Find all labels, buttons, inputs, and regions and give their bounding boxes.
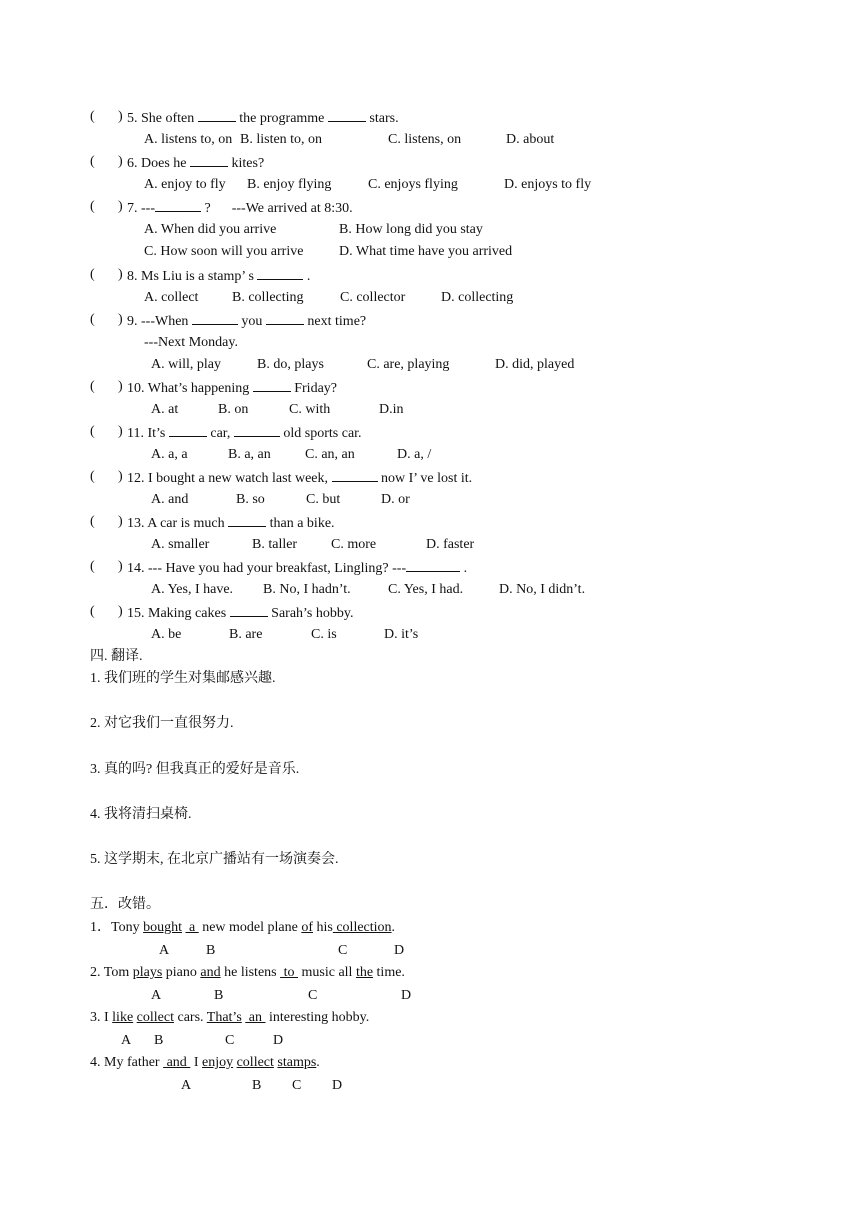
answer-option: D. No, I didn’t. [499,582,586,597]
letter-a: A [181,1078,192,1093]
answer-option: C. more [331,537,377,552]
stem-text: stars. [365,111,399,126]
answer-option: C. is [311,627,337,642]
stem-text: --- Have you had your breakfast, Lingling? --- [148,561,407,576]
answer-option: C. Yes, I had. [388,582,464,597]
letter-b: B [206,943,216,958]
letter-b: B [252,1078,262,1093]
answer-option: A. listens to, on [144,132,233,147]
error-sentence-3: 3. I like collect cars. That’s an interesting hobby. [90,1010,370,1025]
stem-text: next time? [303,314,367,329]
answer-paren-close: ) [118,424,123,439]
fill-blank [155,198,201,212]
answer-paren-open: ( [90,559,95,574]
question-number: 5. [127,111,141,126]
letter-a: A [121,1033,132,1048]
answer-paren-open: ( [90,267,95,282]
question-stem [127,468,472,487]
stem-text: . [460,561,468,576]
question-number: 6. [127,156,141,171]
fill-blank [332,468,378,482]
stem-text: It’s [147,426,169,441]
answer-option: D. What time have you arrived [339,244,513,259]
answer-option: A. When did you arrive [144,222,277,237]
fill-blank [406,558,460,572]
answer-option: C. listens, on [388,132,462,147]
answer-option: B. taller [252,537,298,552]
answer-option: B. do, plays [257,357,324,372]
answer-option: C. but [306,492,341,507]
answer-paren-close: ) [118,379,123,394]
answer-option: C. enjoys flying [368,177,458,192]
answer-option: B. on [218,402,249,417]
answer-option: A. smaller [151,537,210,552]
fill-blank [190,153,228,167]
stem-text: old sports car. [279,426,362,441]
answer-paren-open: ( [90,514,95,529]
answer-paren-open: ( [90,469,95,484]
fill-blank [230,603,268,617]
question-stem [127,108,399,127]
answer-paren-open: ( [90,199,95,214]
answer-option: C. collector [340,290,406,305]
letter-a: A [159,943,170,958]
error-sentence-2: 2. Tom plays piano and he listens to music all the time. [90,965,405,980]
question-number: 15. [127,606,148,621]
stem-text: Sarah’s hobby. [267,606,354,621]
fill-blank [253,378,291,392]
stem-text: ---When [141,314,192,329]
stem-text: Ms Liu is a stamp’ s [141,269,258,284]
stem-text: kites? [228,156,265,171]
stem-text: car, [206,426,234,441]
stem-text: What’s happening [147,381,253,396]
letter-a: A [151,988,162,1003]
answer-option: D. about [506,132,555,147]
letter-c: C [225,1033,235,1048]
question-stem [127,423,362,442]
answer-paren-close: ) [118,604,123,619]
letter-c: C [292,1078,302,1093]
question-stem [127,558,467,577]
question-number: 8. [127,269,141,284]
answer-option: D. faster [426,537,475,552]
answer-option: A. collect [144,290,199,305]
stem-text: ? [201,201,211,216]
question-number: 12. [127,471,148,486]
answer-option: B. are [229,627,263,642]
answer-option: C. How soon will you arrive [144,244,304,259]
question-number: 11. [127,426,148,441]
question-stem [127,513,335,532]
answer-option: C. are, playing [367,357,450,372]
answer-option: B. listen to, on [240,132,323,147]
question-stem [127,153,264,172]
fill-blank [198,108,236,122]
answer-paren-open: ( [90,424,95,439]
answer-option: D. or [381,492,410,507]
stem-text: ---We arrived at 8:30. [210,201,353,216]
answer-option: C. an, an [305,447,355,462]
question-stem [127,266,310,285]
answer-option: A. and [151,492,189,507]
answer-paren-close: ) [118,559,123,574]
stem-text: --- [141,201,155,216]
stem-text: I bought a new watch last week, [148,471,332,486]
question-stem [127,378,337,397]
question-number: 14. [127,561,148,576]
answer-option: D. a, / [397,447,432,462]
fill-blank [169,423,207,437]
answer-option: D.in [379,402,404,417]
answer-option: A. Yes, I have. [151,582,234,597]
answer-paren-close: ) [118,154,123,169]
stem-text: now I’ ve lost it. [377,471,473,486]
translation-item-2: 2. 对它我们一直很努力. [90,716,234,731]
answer-option: D. enjoys to fly [504,177,592,192]
answer-option: B. collecting [232,290,304,305]
answer-paren-open: ( [90,604,95,619]
letter-d: D [273,1033,284,1048]
question-number: 9. [127,314,141,329]
question-stem [127,198,353,217]
answer-option: A. at [151,402,179,417]
question-stem [127,603,353,622]
answer-paren-close: ) [118,109,123,124]
answer-paren-close: ) [118,312,123,327]
answer-option: A. be [151,627,182,642]
translation-item-1: 1. 我们班的学生对集邮感兴趣. [90,671,276,686]
letter-b: B [214,988,224,1003]
answer-paren-close: ) [118,199,123,214]
fill-blank [266,311,304,325]
answer-paren-open: ( [90,312,95,327]
answer-option: B. No, I hadn’t. [263,582,351,597]
stem-text: . [303,269,311,284]
answer-paren-close: ) [118,469,123,484]
answer-paren-open: ( [90,379,95,394]
stem-text: than a bike. [266,516,335,531]
fill-blank [234,423,280,437]
dialogue-reply: ---Next Monday. [144,335,238,350]
answer-option: B. so [236,492,265,507]
error-sentence-4: 4. My father and I enjoy collect stamps. [90,1055,320,1070]
stem-text: Making cakes [148,606,230,621]
error-sentence-1: 1．Tony bought a new model plane of his collection. [90,920,396,935]
answer-paren-close: ) [118,267,123,282]
answer-option: D. collecting [441,290,514,305]
translation-item-4: 4. 我将清扫桌椅. [90,807,192,822]
answer-paren-open: ( [90,154,95,169]
fill-blank [328,108,366,122]
stem-text: A car is much [147,516,229,531]
letter-d: D [401,988,412,1003]
question-number: 13. [127,516,148,531]
question-number: 7. [127,201,141,216]
answer-paren-close: ) [118,514,123,529]
answer-option: B. enjoy flying [247,177,332,192]
stem-text: the programme [235,111,328,126]
stem-text: you [237,314,266,329]
answer-option: A. enjoy to fly [144,177,226,192]
answer-option: D. did, played [495,357,575,372]
answer-option: A. a, a [151,447,188,462]
fill-blank [192,311,238,325]
fill-blank [257,266,303,280]
answer-option: B. a, an [228,447,271,462]
answer-option: B. How long did you stay [339,222,483,237]
stem-text: Does he [141,156,190,171]
letter-d: D [394,943,405,958]
answer-option: C. with [289,402,331,417]
letter-d: D [332,1078,343,1093]
stem-text: Friday? [290,381,337,396]
section-4-title: 四. 翻译. [90,649,143,664]
stem-text: She often [141,111,198,126]
translation-item-5: 5. 这学期末, 在北京广播站有一场演奏会. [90,852,339,867]
question-stem [127,311,366,330]
answer-option: D. it’s [384,627,419,642]
answer-option: A. will, play [151,357,221,372]
translation-item-3: 3. 真的吗? 但我真正的爱好是音乐. [90,762,300,777]
answer-paren-open: ( [90,109,95,124]
section-5-title: 五．改错。 [90,897,160,912]
question-number: 10. [127,381,148,396]
letter-c: C [308,988,318,1003]
fill-blank [228,513,266,527]
letter-b: B [154,1033,164,1048]
letter-c: C [338,943,348,958]
